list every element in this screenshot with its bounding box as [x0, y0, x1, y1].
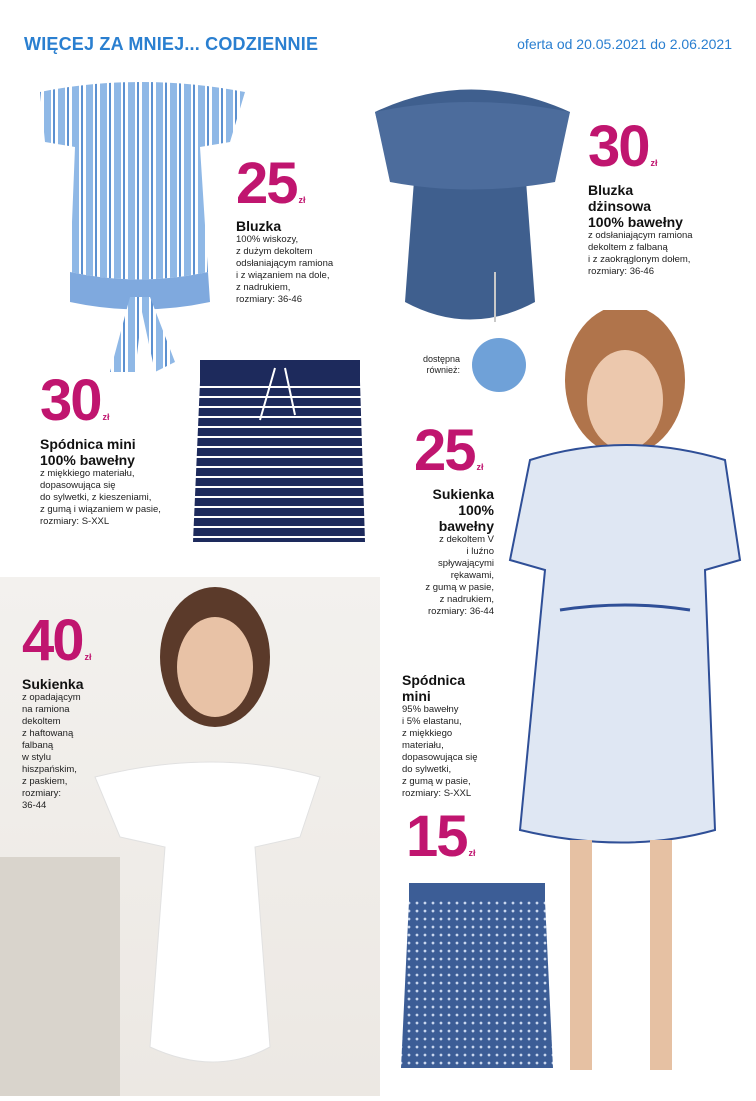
- currency-label: zł: [468, 848, 476, 858]
- offer-dates: oferta od 20.05.2021 do 2.06.2021: [517, 36, 732, 52]
- currency-label: zł: [298, 195, 306, 205]
- price-bluzka-dzinsowa: 30: [588, 114, 649, 179]
- product-desc-spodnica-mini-bawelna: z miękkiego materiału, dopasowująca się do sylwetki, z kieszeniami, z gumą i wiązaniem w pasie, rozmiary: S-XXL: [40, 468, 161, 527]
- product-name-bluzka: Bluzka: [236, 218, 282, 234]
- striped-blouse-image: [30, 72, 255, 382]
- currency-label: zł: [84, 652, 92, 662]
- product-desc-bluzka-dzinsowa: z odsłaniającym ramiona dekoltem z falbaną i z zaokrąglonym dołem, rozmiary: 36-46: [588, 230, 693, 277]
- page-title: WIĘCEJ ZA MNIEJ... CODZIENNIE: [24, 34, 319, 54]
- patterned-skirt-image: [397, 883, 557, 1073]
- product-name-spodnica-mini: Spódnica mini: [402, 672, 466, 704]
- product-desc-bluzka: 100% wiskozy, z dużym dekoltem odsłaniającym ramiona i z wiązaniem na dole, z nadrukiem, rozmiary: 36-46: [236, 234, 334, 305]
- product-name-sukienka-bawelna: Sukienka 100% bawełny: [432, 486, 494, 534]
- price-spodnica-mini-bawelna: 30: [40, 368, 101, 433]
- price-sukienka-bawelna: 25: [414, 418, 475, 483]
- also-available-label: dostępna również:: [422, 354, 460, 375]
- product-name-sukienka-biala: Sukienka: [22, 676, 84, 692]
- navy-striped-skirt-image: [190, 360, 370, 545]
- price-sukienka-biala: 40: [22, 608, 83, 673]
- currency-label: zł: [476, 462, 484, 472]
- product-name-bluzka-dzinsowa: Bluzka dżinsowa 100% bawełny: [588, 182, 683, 230]
- product-desc-sukienka-bawelna: z dekoltem V i luźno spływającymi rękawami, z gumą w pasie, z nadrukiem, rozmiary: 36-44: [425, 534, 494, 617]
- currency-label: zł: [102, 412, 110, 422]
- price-bluzka: 25: [236, 151, 297, 216]
- price-spodnica-mini: 15: [406, 804, 467, 869]
- product-desc-spodnica-mini: 95% bawełny i 5% elastanu, z miękkiego materiału, dopasowująca się do sylwetki, z gumą w pasie, rozmiary: S-XXL: [402, 704, 478, 799]
- denim-blouse-image: [365, 72, 580, 332]
- product-desc-sukienka-biala: z opadającym na ramiona dekoltem z haftowaną falbaną w stylu hiszpańskim, z paskiem, rozmiary: 36-44: [22, 692, 81, 811]
- product-name-spodnica-mini-bawelna: Spódnica mini 100% bawełny: [40, 436, 136, 468]
- currency-label: zł: [650, 158, 658, 168]
